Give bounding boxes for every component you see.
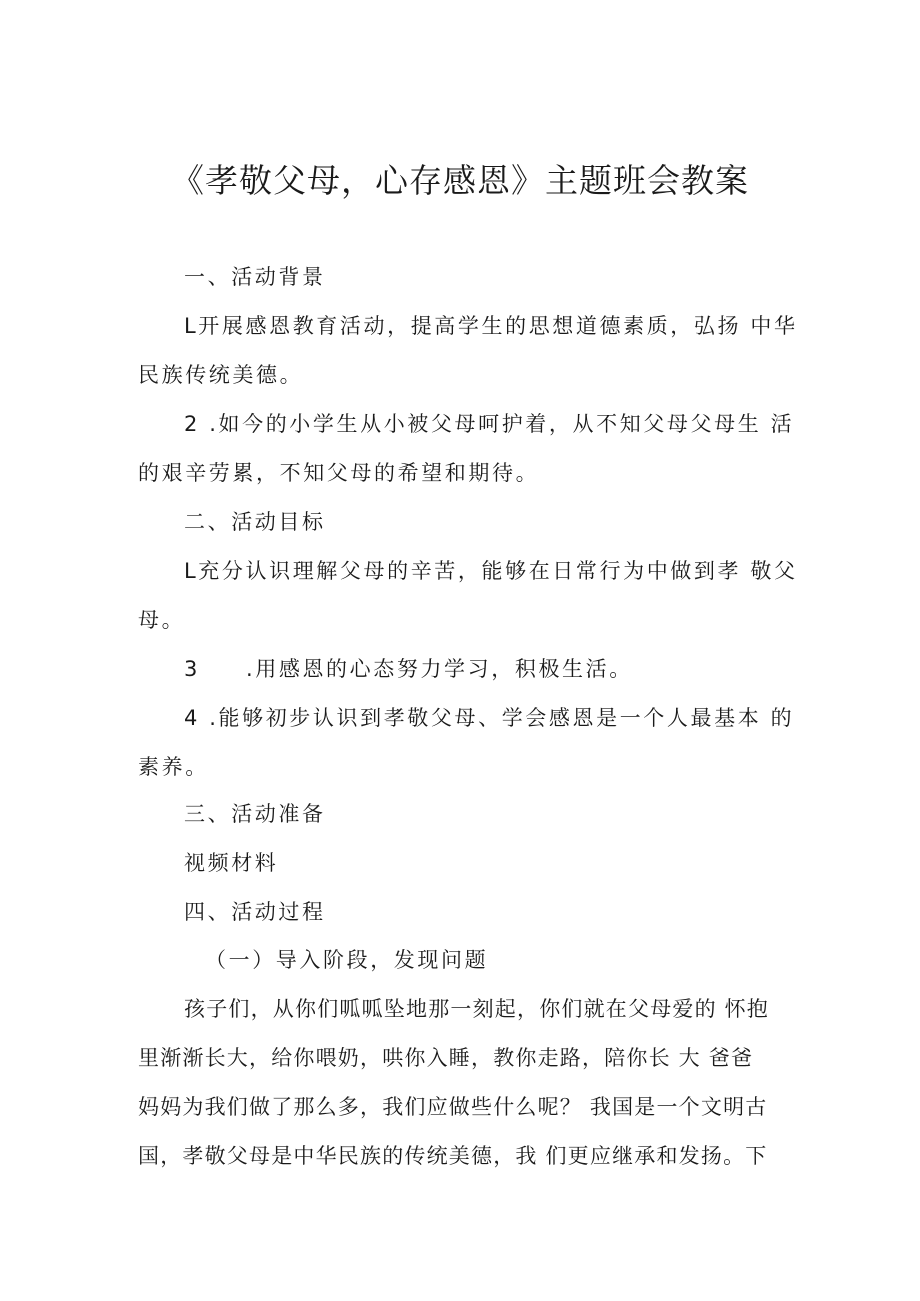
section-heading-process: 四、活动过程 — [184, 900, 326, 924]
process-paragraph-line2: 里渐渐长大，给你喂奶，哄你入睡，教你走路，陪你长 大 爸爸 — [138, 1046, 754, 1070]
background-item1-line2: 民族传统美德。 — [138, 363, 304, 387]
process-paragraph-line4: 国，孝敬父母是中华民族的传统美德，我 们更应继承和发扬。下 — [138, 1144, 768, 1168]
document-title: 《孝敬父母，心存感恩》主题班会教案 — [171, 161, 749, 200]
section-heading-goals: 二、活动目标 — [184, 510, 326, 534]
goals-item3 — [184, 654, 633, 684]
goals-item4-line1: 4 .能够初步认识到孝敬父母、学会感恩是一个人最基本 的 — [184, 706, 795, 730]
goals-item1-line1: L充分认识理解父母的辛苦，能够在日常行为中做到孝 敬父 — [184, 559, 798, 583]
preparation-content: 视频材料 — [184, 851, 279, 875]
goals-item1-line2: 母。 — [138, 608, 186, 632]
section-heading-preparation: 三、活动准备 — [184, 802, 326, 826]
background-item2-line2: 的艰辛劳累，不知父母的希望和期待。 — [138, 461, 540, 485]
process-subheading: （一）导入阶段，发现问题 — [205, 948, 489, 972]
goals-item4-line2: 素养。 — [138, 755, 209, 779]
process-paragraph-line1: 孩子们，从你们呱呱坠地那一刻起，你们就在父母爱的 怀抱 — [184, 997, 770, 1021]
section-heading-background: 一、活动背景 — [184, 265, 326, 289]
process-paragraph-line3: 妈妈为我们做了那么多，我们应做些什么呢？ 我国是一个文明古 — [138, 1095, 768, 1119]
background-item1-line1: L开展感恩教育活动，提高学生的思想道德素质，弘扬 中华 — [184, 314, 798, 338]
background-item2-line1: 2 .如今的小学生从小被父母呵护着，从不知父母父母生 活 — [184, 412, 795, 436]
goals-item3-text: .用感恩的心态努力学习，积极生活。 — [245, 657, 633, 681]
goals-item3-number: 3 — [184, 657, 200, 681]
